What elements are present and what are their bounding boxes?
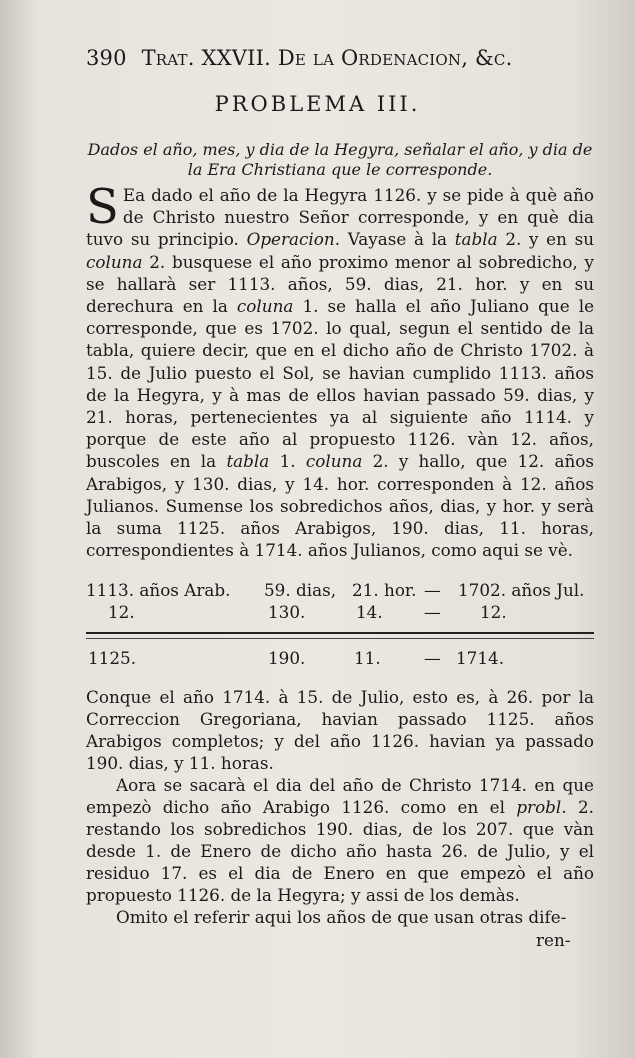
drop-capital: S: [86, 179, 119, 235]
problem-title: PROBLEMA III.: [214, 92, 421, 116]
para3-text-b: 2. restando los sobredichos 190. dias, de los 207. que vàn desde 1. de Enero de dicho año hasta 26. de Julio, y el residuo 17. es el dia de Enero en que empezò el año propuesto 1126. de la Hegyra; y assi de los demàs.: [86, 797, 594, 905]
columna-word-2: coluna: [236, 296, 294, 317]
paragraph-operation: [86, 179, 594, 561]
columna-word: coluna: [86, 251, 143, 272]
row1-dash: —: [424, 580, 441, 600]
statement-line-2: la Era Christiana que le corresponde.: [187, 160, 493, 179]
para1-text-a: Vayase à la: [347, 229, 448, 250]
para1-text-c: 2. busquese el año proximo menor al sobredicho, y se hallarà ser 1113. años, 59. dias, 21. hor. y en su derechura en la: [86, 251, 594, 317]
result-years-arab: 1125.: [88, 648, 137, 668]
paragraph-omito: Omito el referir aqui los años de que usan otras dife-: [116, 907, 567, 927]
para3-text-a: Aora se sacarà el dia del año de Christo 1714. en que empezò dicho año Arabigo 1126. como en el: [86, 775, 594, 817]
conclusion-text: [86, 686, 594, 928]
catchword: ren-: [536, 930, 571, 950]
result-years-jul: 1714.: [456, 648, 505, 668]
paragraph-aora: [86, 774, 594, 906]
statement-line-1: Dados el año, mes, y dia de la Hegyra, señalar el año, y dia de: [87, 140, 593, 159]
row1-years-arab: 1113. años Arab.: [86, 580, 231, 600]
para1-text-b: 2. y en su: [505, 229, 594, 250]
row2-hours: 14.: [356, 602, 383, 622]
sum-row-2: [86, 602, 594, 624]
page-number: 390: [86, 46, 127, 70]
sum-table: [86, 580, 594, 668]
para1-text-f: 2. y hallo, que 12. años Arabigos, y 130. dias, y 14. hor. corresponden à 12. años Julianos. Sumense los sobredichos años, dias, y hor. y serà la suma 1125. años Arabigos, 190. dias, 11. horas, correspondientes à 1714. años Julianos, como aqui se vè.: [86, 451, 594, 561]
running-header: [86, 46, 556, 70]
para1-text-start: Ea dado el año de la Hegyra 1126. y se pide à què año de Christo nuestro Señor corresponde, y en què dia tuvo su principio.: [86, 185, 594, 250]
paragraph-conque: Conque el año 1714. à 15. de Julio, esto es, à 26. por la Correccion Gregoriana, havian passado 1125. años Arabigos completos; y del año 1126. havian ya passado 190. dias, y 11. horas.: [86, 687, 594, 773]
sum-rule-thin: [86, 638, 594, 639]
row2-years-arab: 12.: [108, 602, 135, 622]
running-title: Trat. XXVII. De la Ordenacion, &c.: [141, 46, 513, 70]
row1-years-jul: 1702. años Jul.: [458, 580, 585, 600]
row1-hours: 21. hor.: [352, 580, 417, 600]
sum-row-1: [86, 580, 594, 602]
problem-statement: [86, 140, 594, 180]
probl-word: probl.: [516, 797, 567, 817]
sum-rule-thick: [86, 632, 594, 634]
tabla-word-2: tabla: [226, 451, 270, 472]
columna-word-3: coluna: [305, 451, 363, 472]
para1-text-d: 1. se halla el año Juliano que le corresponde, que es 1702. lo qual, segun el sentido de la tabla, quiere decir, que en el dicho año de Christo 1702. à 15. de Julio puesto el Sol, se havian cumplido 1113. años de la Hegyra, y à mas de ellos havian passado 59. dias, y 21. horas, pertenecientes ya al siguiente año 1114. y porque de este año al propuesto 1126. vàn 12. años, buscoles en la: [86, 296, 594, 472]
para1-text-e: 1.: [279, 451, 296, 472]
row2-years-jul: 12.: [480, 602, 507, 622]
result-days: 190.: [268, 648, 306, 668]
row2-days: 130.: [268, 602, 306, 622]
result-hours: 11.: [354, 648, 381, 668]
row2-dash: —: [424, 602, 441, 622]
sum-result-row: [86, 648, 594, 670]
operacion-label: Operacion.: [246, 229, 341, 250]
row1-days: 59. dias,: [264, 580, 337, 600]
result-dash: —: [424, 648, 441, 668]
tabla-word: tabla: [454, 229, 498, 250]
